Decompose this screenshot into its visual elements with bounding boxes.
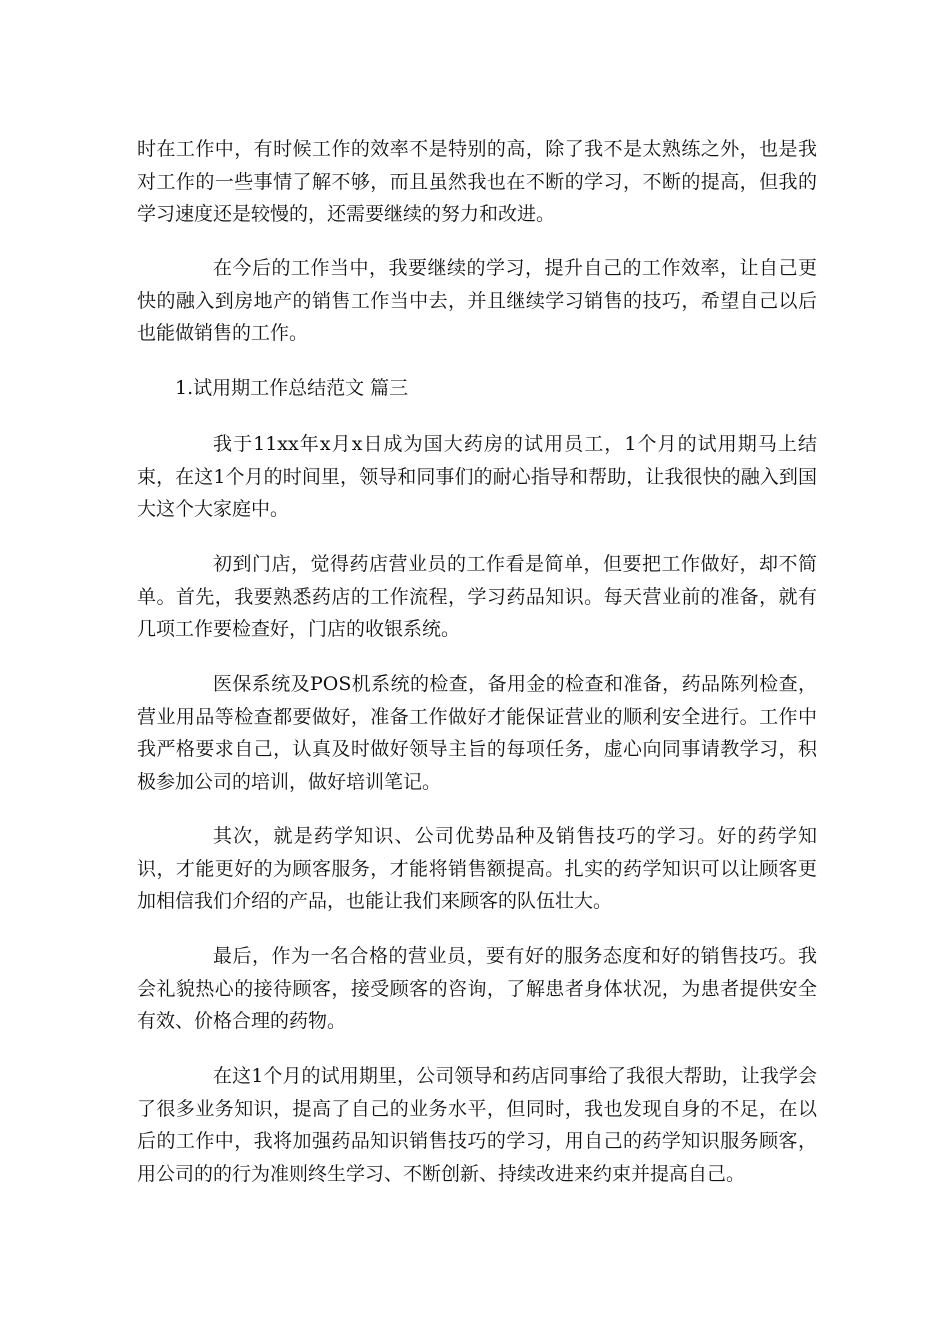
paragraph-continuation: 时在工作中，有时候工作的效率不是特别的高，除了我不是太熟练之外，也是我对工作的一些事情了解不够，而且虽然我也在不断的学习，不断的提高，但我的学习速度还是较慢的，还需要继续的努力和改进。 — [137, 138, 817, 225]
paragraph-conclusion: 在这1个月的试用期里，公司领导和药店同事给了我很大帮助，让我学会了很多业务知识，提高了自己的业务水平，但同时，我也发现自身的不足，在以后的工作中，我将加强药品知识销售技巧的学习，用自己的药学知识服务顾客，用公司的的行为准则终生学习、不断创新、持续改进来约束并提高自己。 — [137, 1065, 817, 1185]
paragraph-system-checks: 医保系统及POS机系统的检查，备用金的检查和准备，药品陈列检查，营业用品等检查都要做好，准备工作做好才能保证营业的顺利安全进行。工作中我严格要求自己，认真及时做好领导主旨的每项任务，虚心向同事请教学习，积极参加公司的培训，做好培训笔记。 — [137, 673, 817, 793]
paragraph-knowledge: 其次，就是药学知识、公司优势品种及销售技巧的学习。好的药学知识，才能更好的为顾客服务，才能将销售额提高。扎实的药学知识可以让顾客更加相信我们介绍的产品，也能让我们来顾客的队伍壮大。 — [137, 825, 817, 912]
section-heading: 1.试用期工作总结范文 篇三 — [175, 377, 409, 399]
paragraph-first-days: 初到门店，觉得药店营业员的工作看是简单，但要把工作做好，却不简单。首先，我要熟悉药店的工作流程，学习药品知识。每天营业前的准备，就有几项工作要检查好，门店的收银系统。 — [137, 553, 817, 640]
paragraph-future-plan: 在今后的工作当中，我要继续的学习，提升自己的工作效率，让自己更快的融入到房地产的销售工作当中去，并且继续学习销售的技巧，希望自己以后也能做销售的工作。 — [137, 257, 817, 344]
paragraph-service-attitude: 最后，作为一名合格的营业员，要有好的服务态度和好的销售技巧。我会礼貌热心的接待顾客，接受顾客的咨询，了解患者身体状况，为患者提供安全有效、价格合理的药物。 — [137, 945, 817, 1032]
paragraph-intro: 我于11xx年x月x日成为国大药房的试用员工，1个月的试用期马上结束，在这1个月的时间里，领导和同事们的耐心指导和帮助，让我很快的融入到国大这个大家庭中。 — [137, 433, 817, 520]
